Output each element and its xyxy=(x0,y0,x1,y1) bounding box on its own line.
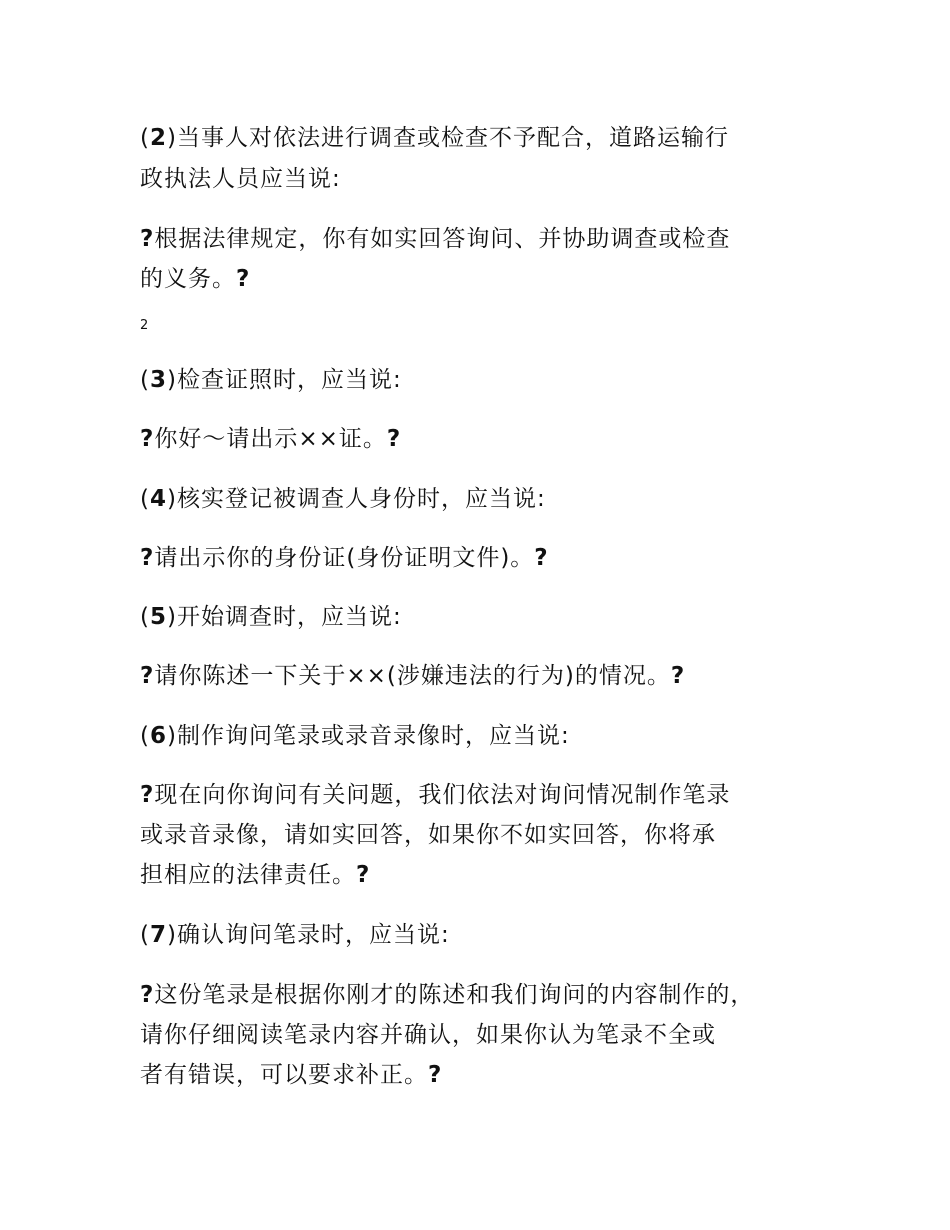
heading-line: (3)检查证照时，应当说: xyxy=(140,367,402,393)
page-number: 2 xyxy=(140,318,149,333)
heading-line: 政执法人员应当说: xyxy=(140,166,341,192)
speech-line: 或录音录像，请如实回答，如果你不如实回答，你将承 xyxy=(140,822,716,848)
heading-line: (6)制作询问笔录或录音录像时，应当说: xyxy=(140,723,570,749)
heading-line: (7)确认询问笔录时，应当说: xyxy=(140,922,450,948)
speech-line: ?请你陈述一下关于××(涉嫌违法的行为)的情况。? xyxy=(140,663,686,689)
speech-line: ?根据法律规定，你有如实回答询问、并协助调查或检查 xyxy=(140,226,731,252)
speech-line: ?请出示你的身份证(身份证明文件)。? xyxy=(140,545,549,571)
speech-line: 者有错误，可以要求补正。? xyxy=(140,1062,443,1088)
speech-line: ?你好～请出示××证。? xyxy=(140,426,402,452)
speech-line: 的义务。? xyxy=(140,266,251,292)
speech-line: 请你仔细阅读笔录内容并确认，如果你认为笔录不全或 xyxy=(140,1022,716,1048)
speech-line: ?现在向你询问有关问题，我们依法对询问情况制作笔录 xyxy=(140,782,731,808)
speech-line: ?这份笔录是根据你刚才的陈述和我们询问的内容制作的， xyxy=(140,982,755,1008)
heading-line: (4)核实登记被调查人身份时，应当说: xyxy=(140,486,546,512)
heading-line: (5)开始调查时，应当说: xyxy=(140,604,402,630)
speech-line: 担相应的法律责任。? xyxy=(140,862,371,888)
heading-line: (2)当事人对依法进行调查或检查不予配合，道路运输行 xyxy=(140,125,729,151)
